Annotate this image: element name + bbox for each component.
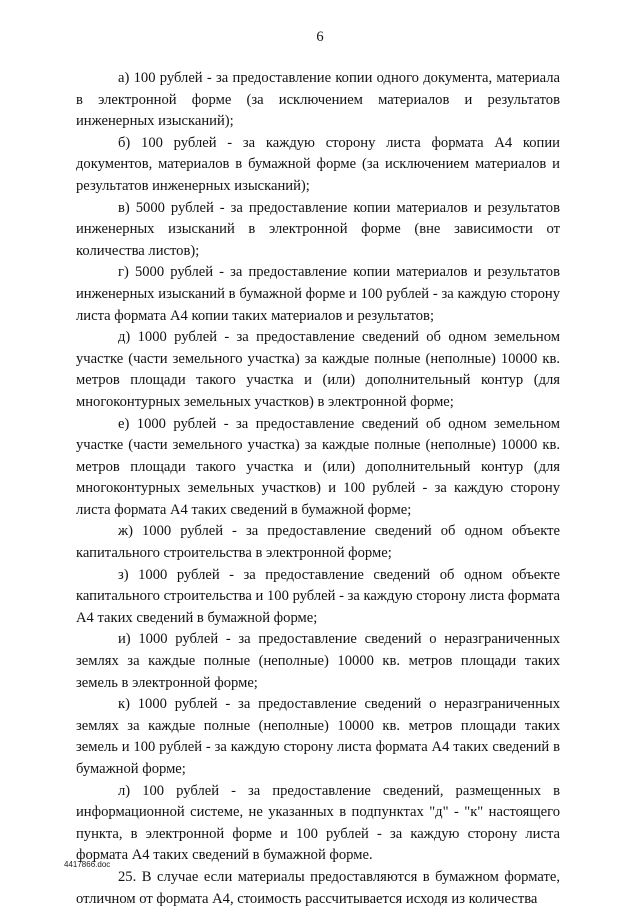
paragraph-g: г) 5000 рублей - за предоставление копии материалов и результатов инженерных изысканий в бумажной форме и 100 рублей - за каждую сторону листа формата А4 копии таких материалов и результатов; bbox=[76, 264, 560, 324]
paragraph-l: л) 100 рублей - за предоставление сведений, размещенных в информационной системе, не указанных в подпунктах "д" - "к" настоящего пункта, в электронной форме и 100 рублей - за каждую сторону листа формата А4 таких сведений в бумажной форме. bbox=[76, 782, 560, 864]
paragraph-25: 25. В случае если материалы предоставляются в бумажном формате, отличном от формата А4, стоимость рассчитывается исходя из количества bbox=[76, 868, 560, 907]
paragraph-d: д) 1000 рублей - за предоставление сведений об одном земельном участке (части земельного участка) за каждые полные (неполные) 10000 кв. метров площади такого участка и (или) дополнительный контур (для многоконтурных земельных участков) в электронной форме; bbox=[76, 329, 560, 410]
paragraph-e: е) 1000 рублей - за предоставление сведений об одном земельном участке (части земельного участка) за каждые полные (неполные) 10000 кв. метров площади такого участка и (или) дополнительный контур (для многоконтурных земельных участков) и 100 рублей - за каждую сторону листа формата А4 таких сведений в бумажной форме; bbox=[76, 415, 560, 518]
page-number: 6 bbox=[316, 29, 324, 45]
paragraph-zh: ж) 1000 рублей - за предоставление сведений об одном объекте капитального строительства в электронной форме; bbox=[76, 523, 560, 562]
paragraph-k: к) 1000 рублей - за предоставление сведений о неразграниченных землях за каждые полные (неполные) 10000 кв. метров площади таких земель и 100 рублей - за каждую сторону листа формата А4 таких сведений в бумажной форме; bbox=[76, 696, 560, 777]
paragraph-b: б) 100 рублей - за каждую сторону листа формата А4 копии документов, материалов в бумажной форме (за исключением материалов и результатов инженерных изысканий); bbox=[76, 134, 560, 194]
paragraph-a: а) 100 рублей - за предоставление копии одного документа, материала в электронной форме (за исключением материалов и результатов инженерных изысканий); bbox=[76, 70, 560, 130]
document-body bbox=[76, 68, 560, 910]
paragraph-i: и) 1000 рублей - за предоставление сведений о неразграниченных землях за каждые полные (неполные) 10000 кв. метров площади таких земель в электронной форме; bbox=[76, 631, 560, 691]
paragraph-z: з) 1000 рублей - за предоставление сведений об одном объекте капитального строительства и 100 рублей - за каждую сторону листа формата А4 таких сведений в бумажной форме; bbox=[76, 566, 560, 626]
file-name-footer: 4417866.doc bbox=[64, 860, 111, 869]
paragraph-v: в) 5000 рублей - за предоставление копии материалов и результатов инженерных изысканий в электронной форме (вне зависимости от количества листов); bbox=[76, 199, 560, 259]
